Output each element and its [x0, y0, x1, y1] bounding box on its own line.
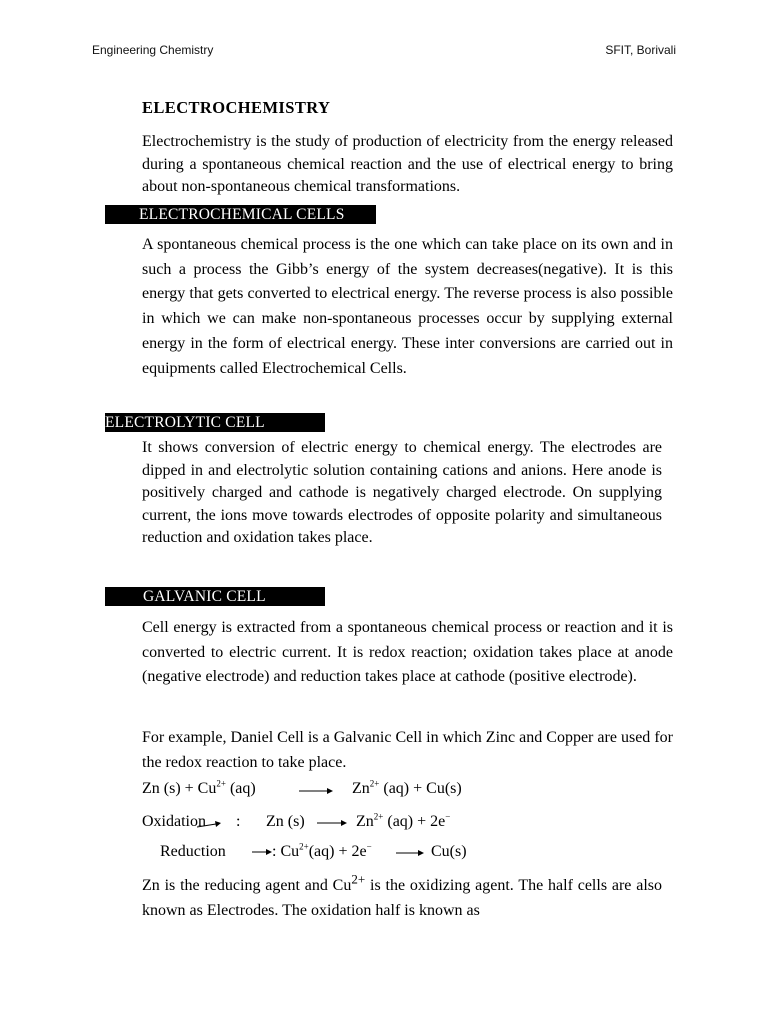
reduction-reactants: : $Cu^{2+}(aq) + 2e^-$ — [272, 841, 372, 860]
oxidation-products: $Zn^{2+}$ (aq) + 2e− — [356, 811, 451, 830]
overall-reaction-equation — [142, 780, 542, 802]
header-course-title: Engineering Chemistry — [92, 43, 214, 57]
oxidation-half-reaction — [142, 813, 542, 835]
intro-paragraph: Electrochemistry is the study of production of electricity from the energy released during a spontaneous chemical reaction and the use of electrical energy to bring about non-spontaneous chemical transformations. — [142, 133, 673, 195]
reduction-product: Cu(s) — [431, 843, 467, 860]
overall-reaction-reactants: Zn $(s) + Cu^{2+}$ (aq) — [142, 778, 256, 797]
oxidation-colon: : — [236, 813, 241, 830]
right-arrow-icon — [396, 849, 424, 857]
electrochemical-cells-paragraph: A spontaneous chemical process is the one which can take place on its own and in such a process the Gibb’s energy of the system decreases(negative). It is this energy that gets converted to electrical energy. The reverse process is also possible in which we can make non-spontaneous processes occur by supplying external energy in the form of electrical energy. These inter conversions are carried out in equipments called Electrochemical Cells. — [142, 236, 673, 377]
page-title: ELECTROCHEMISTRY — [142, 98, 331, 117]
right-arrow-icon — [317, 819, 347, 827]
electrolytic-cell-paragraph: It shows conversion of electric energy to chemical energy. The electrodes are dipped in and electrolytic solution containing cations and anions. Here anode is positively charged and cathode is negatively charged electrode. On supplying current, the ions move towards electrodes of opposite polarity and simultaneous reduction and oxidation takes place. — [142, 439, 662, 547]
section-heading-electrolytic-cell: ELECTROLYTIC CELL — [105, 413, 325, 432]
oxidation-reactant: Zn (s) — [266, 813, 305, 830]
right-arrow-icon — [252, 848, 272, 856]
closing-paragraph: Zn is the reducing agent and $Cu^{2+}$ is the oxidizing agent. The half cells are also known as Electrodes. The oxidation half is known as — [142, 871, 663, 919]
section-heading-electrochemical-cells: ELECTROCHEMICAL CELLS — [105, 205, 376, 224]
right-arrow-icon — [299, 787, 333, 795]
oxidation-label: Oxidation — [142, 813, 206, 830]
reduction-half-reaction — [160, 843, 560, 865]
section-heading-galvanic-cell: GALVANIC CELL — [105, 587, 325, 606]
small-arrow-icon — [197, 821, 221, 831]
daniel-cell-example: For example, Daniel Cell is a Galvanic Cell in which Zinc and Copper are used for the redox reaction to take place. — [142, 729, 673, 771]
header-institution: SFIT, Borivali — [605, 43, 676, 57]
overall-reaction-products: $Zn^{2+}$ (aq) + Cu(s) — [352, 778, 462, 797]
galvanic-cell-paragraph: Cell energy is extracted from a spontaneous chemical process or reaction and it is converted to electric current. It is redox reaction; oxidation takes place at anode (negative electrode) and reduction takes place at cathode (positive electrode). — [142, 619, 673, 685]
reduction-label: Reduction — [160, 843, 226, 860]
